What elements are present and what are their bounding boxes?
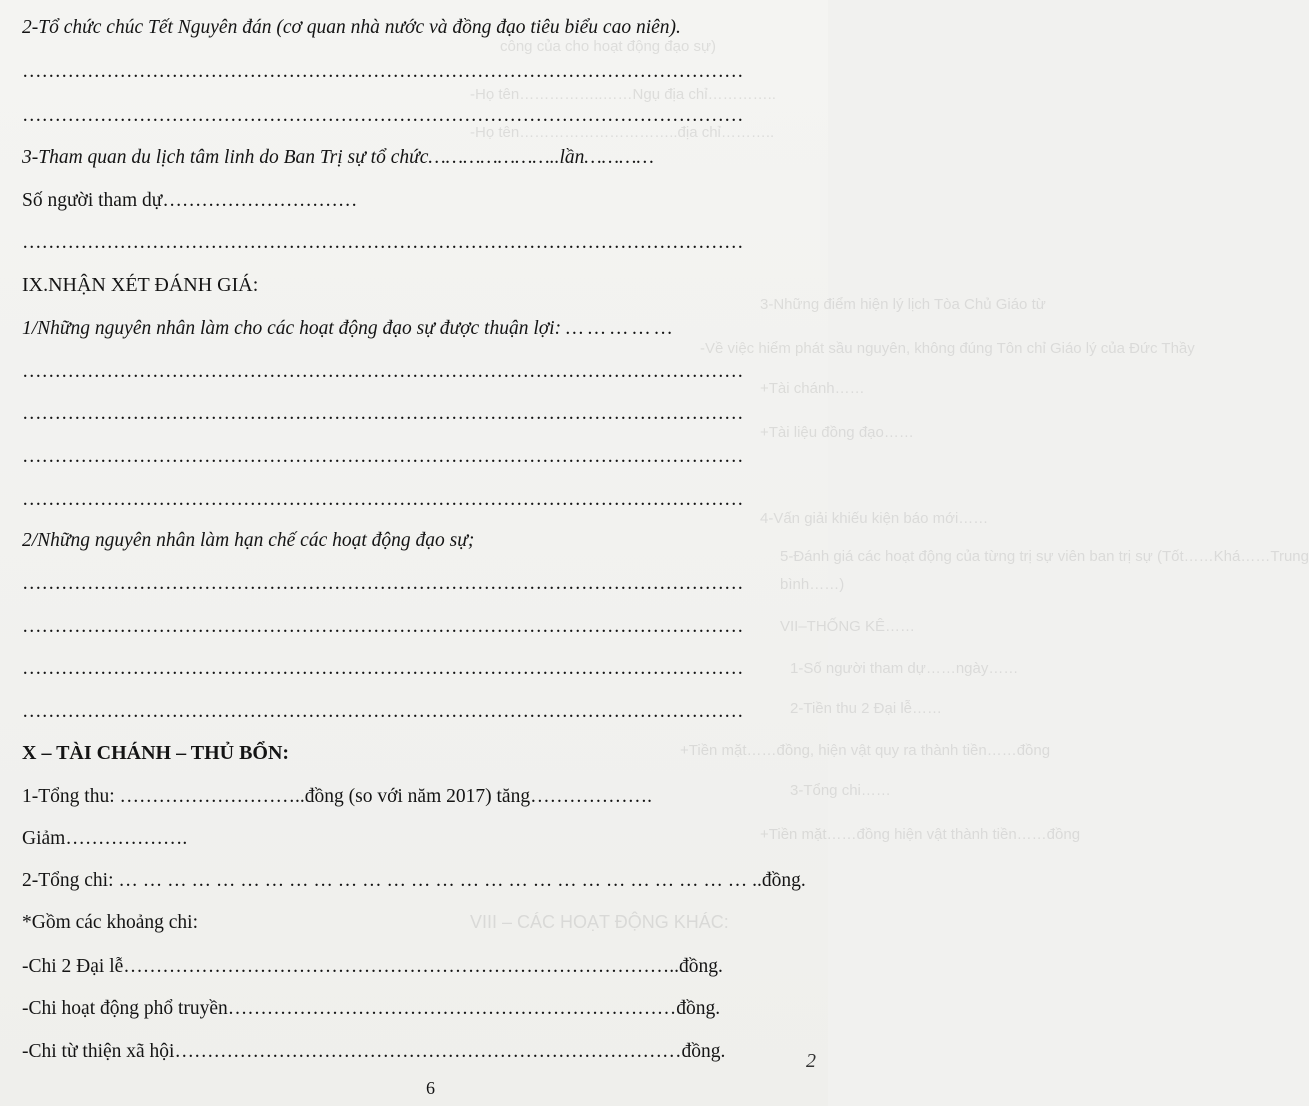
text-line: 3-Tham quan du lịch tâm linh do Ban Trị sự tổ chức…………………..lần………… — [22, 147, 654, 168]
dotted-line: ………………………………………………………………………………………………… — [22, 616, 744, 637]
bleed-through: công của cho hoạt động đạo sự) — [500, 38, 717, 55]
dotted-line: ………………………………………………………………………………………………… — [22, 61, 744, 82]
text-line: 1/Những nguyên nhân làm cho các hoạt động đạo sự được thuận lợi: … … … … … — [22, 318, 673, 339]
dotted-line: ………………………………………………………………………………………………… — [22, 361, 744, 382]
text-line: 2-Tổng chi: … … … … … … … … … … … … … … … … … … … … … … … … … … ..đồng. — [22, 870, 806, 891]
dotted-line: ………………………………………………………………………………………………… — [22, 446, 744, 467]
bleed-through: +Tiền mặt……đồng hiện vật thành tiền……đồng — [760, 826, 1081, 843]
bleed-through: VII–THỐNG KÊ…… — [780, 618, 916, 635]
text-line: -Chi hoạt động phổ truyền……………………………………………………………đồng. — [22, 998, 721, 1019]
bleed-through: +Tài liệu đồng đạo…… — [760, 424, 914, 441]
handwritten-mark: 2 — [806, 1050, 816, 1072]
dotted-line: ………………………………………………………………………………………………… — [22, 232, 744, 253]
text-line: Số người tham dự………………………… — [22, 190, 358, 211]
bleed-through: +Tài chánh…… — [760, 380, 865, 397]
dotted-line: ………………………………………………………………………………………………… — [22, 701, 744, 722]
page-number: 6 — [426, 1078, 435, 1098]
bleed-through: 1-Số người tham dự……ngày…… — [790, 660, 1019, 677]
text-line: -Chi từ thiện xã hội……………………………………………………………………đồng. — [22, 1041, 726, 1062]
dotted-line: ………………………………………………………………………………………………… — [22, 105, 744, 126]
bleed-through: 5-Đánh giá các hoạt động của từng trị sự viên ban trị sự (Tốt……Khá……Trung — [780, 548, 1309, 565]
bleed-through: bình……) — [780, 576, 845, 593]
text-line: 2-Tổ chức chúc Tết Nguyên đán (cơ quan nhà nước và đồng đạo tiêu biểu cao niên). — [22, 17, 681, 38]
text-line: *Gồm các khoảng chi: — [22, 912, 198, 933]
bleed-through: -Họ tên……………..……Ngụ địa chỉ………….. — [470, 86, 776, 103]
dotted-line: ………………………………………………………………………………………………… — [22, 403, 744, 424]
text-line: 1-Tổng thu: ………………………..đồng (so với năm 2017) tăng………………. — [22, 786, 652, 807]
dotted-line: ………………………………………………………………………………………………… — [22, 658, 744, 679]
text-line: -Chi 2 Đại lễ…………………………………………………………………………..đồng. — [22, 956, 723, 977]
bleed-through: -Họ tên…………………………..địa chỉ……….. — [470, 124, 775, 141]
bleed-through: -Về việc hiểm phát sầu nguyên, không đúng Tôn chỉ Giáo lý của Đức Thầy — [700, 340, 1195, 357]
dotted-line: ………………………………………………………………………………………………… — [22, 573, 744, 594]
bleed-through: 2-Tiền thu 2 Đại lễ…… — [790, 700, 943, 717]
bleed-through: 3-Tổng chi…… — [790, 782, 891, 799]
text-line: Giảm………………. — [22, 828, 188, 849]
bleed-through: VIII – CÁC HOẠT ĐỘNG KHÁC: — [470, 912, 729, 932]
text-line: 2/Những nguyên nhân làm hạn chế các hoạt động đạo sự; — [22, 530, 475, 551]
bleed-through: 3-Những điểm hiện lý lịch Tòa Chủ Giáo từ — [760, 296, 1046, 313]
section-heading: X – TÀI CHÁNH – THỦ BỔN: — [22, 742, 290, 764]
dotted-line: ………………………………………………………………………………………………… — [22, 489, 744, 510]
bleed-through: 4-Vấn giải khiếu kiện báo mới…… — [760, 510, 989, 527]
section-heading: IX.NHẬN XÉT ĐÁNH GIÁ: — [22, 274, 259, 296]
bleed-through: +Tiền mặt……đồng, hiện vật quy ra thành tiền……đồng — [680, 742, 1051, 759]
